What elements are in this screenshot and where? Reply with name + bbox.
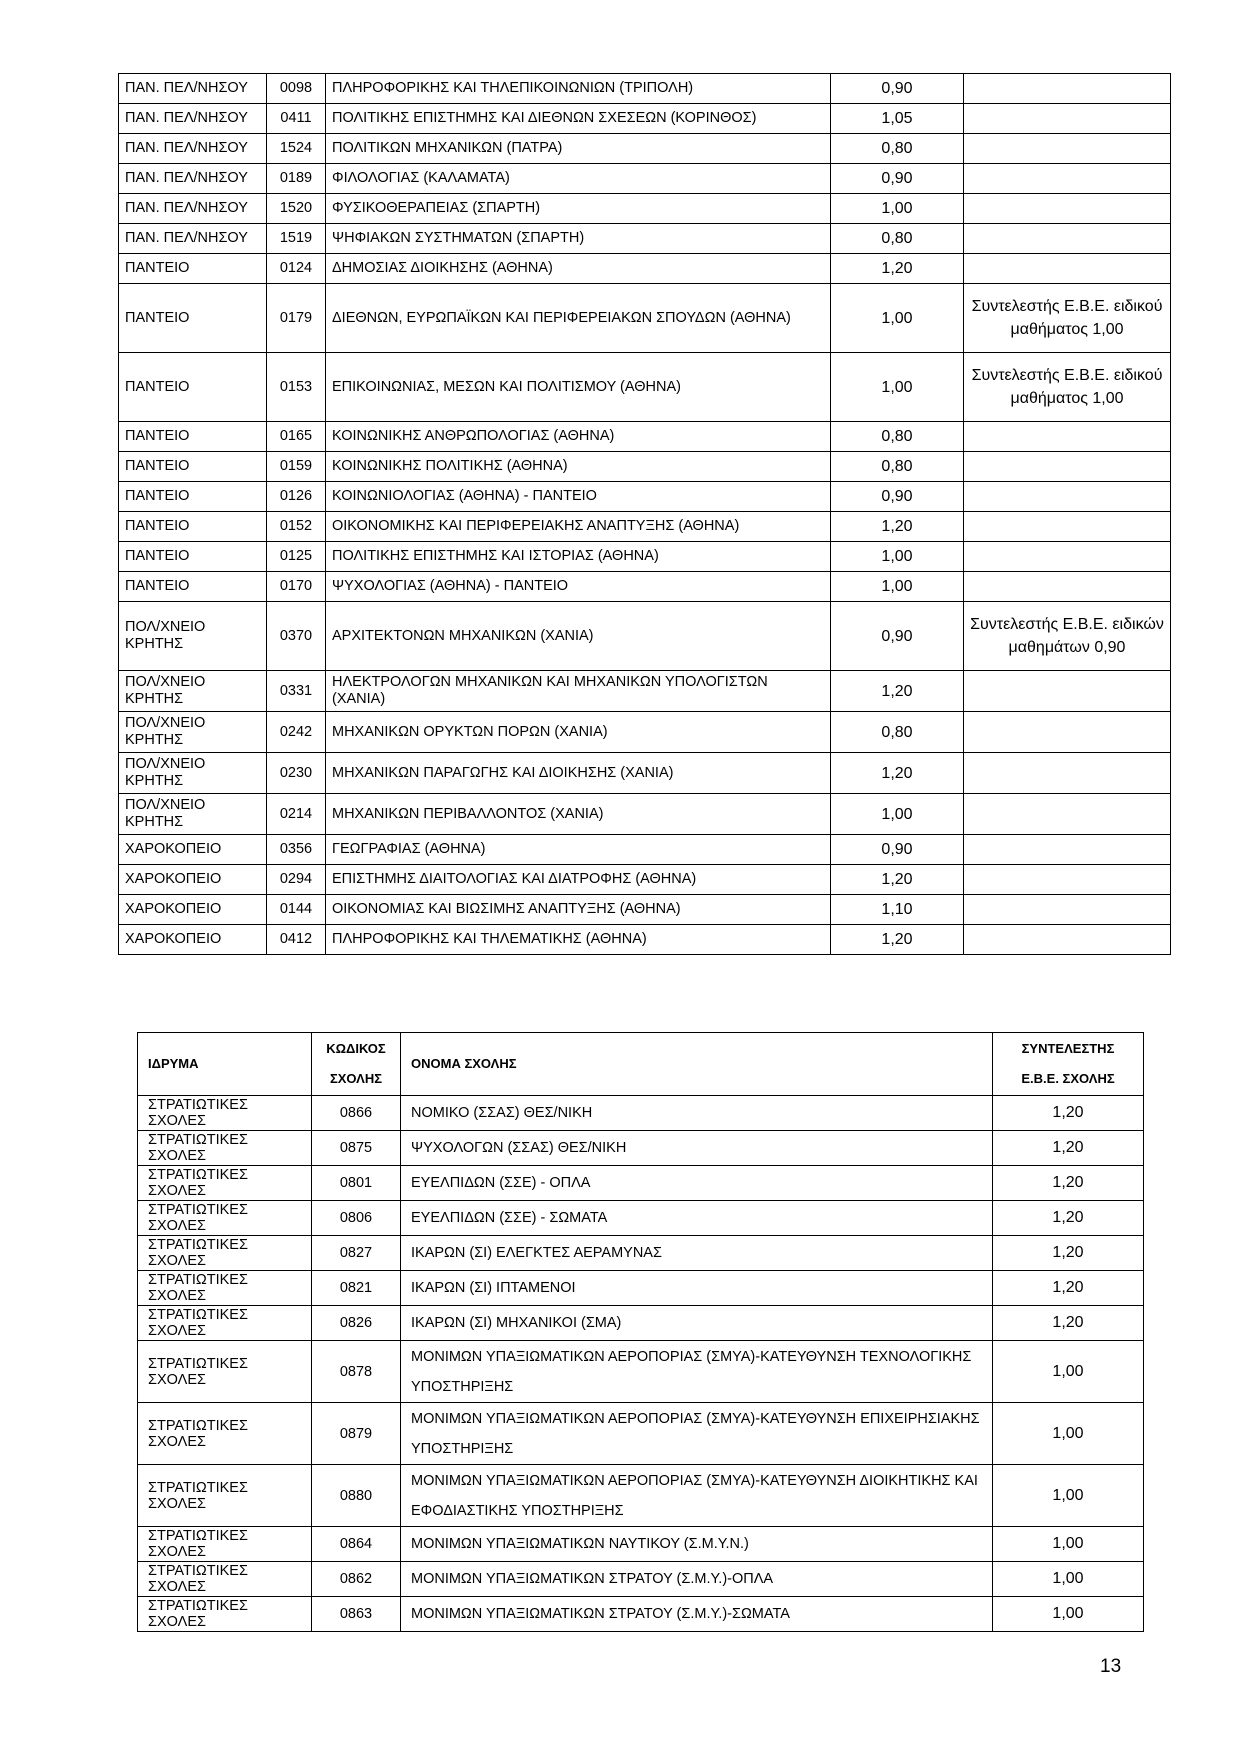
- table2-body: [138, 1096, 1144, 1632]
- table-row: [138, 1131, 1144, 1166]
- school-code-cell: 0153: [267, 353, 326, 422]
- table-row: [138, 1597, 1144, 1632]
- school-name-cell: ΚΟΙΝΩΝΙΚΗΣ ΑΝΘΡΩΠΟΛΟΓΙΑΣ (ΑΘΗΝΑ): [326, 422, 831, 452]
- school-code-cell: 0862: [312, 1562, 401, 1597]
- school-code-cell: 0189: [267, 164, 326, 194]
- institution-cell: ΣΤΡΑΤΙΩΤΙΚΕΣ ΣΧΟΛΕΣ: [138, 1271, 312, 1306]
- institution-cell: ΣΤΡΑΤΙΩΤΙΚΕΣ ΣΧΟΛΕΣ: [138, 1341, 312, 1403]
- institution-cell: ΠΑΝΤΕΙΟ: [119, 284, 267, 353]
- institution-cell: ΣΤΡΑΤΙΩΤΙΚΕΣ ΣΧΟΛΕΣ: [138, 1597, 312, 1632]
- school-name-cell: ΜΟΝΙΜΩΝ ΥΠΑΞΙΩΜΑΤΙΚΩΝ ΑΕΡΟΠΟΡΙΑΣ (ΣΜΥΑ)-ΚΑΤΕΥΘΥΝΣΗ ΤΕΧΝΟΛΟΓΙΚΗΣ ΥΠΟΣΤΗΡΙΞΗΣ: [401, 1341, 993, 1403]
- table-row: [119, 224, 1171, 254]
- school-name-cell: ΑΡΧΙΤΕΚΤΟΝΩΝ ΜΗΧΑΝΙΚΩΝ (ΧΑΝΙΑ): [326, 602, 831, 671]
- school-code-cell: 1524: [267, 134, 326, 164]
- institution-cell: ΠΑΝΤΕΙΟ: [119, 542, 267, 572]
- coefficient-cell: 1,05: [831, 104, 964, 134]
- note-cell: [964, 512, 1171, 542]
- school-name-cell: ΠΟΛΙΤΙΚΗΣ ΕΠΙΣΤΗΜΗΣ ΚΑΙ ΙΣΤΟΡΙΑΣ (ΑΘΗΝΑ): [326, 542, 831, 572]
- institution-cell: ΧΑΡΟΚΟΠΕΙΟ: [119, 835, 267, 865]
- school-code-cell: 0124: [267, 254, 326, 284]
- note-cell: [964, 925, 1171, 955]
- table-row: [138, 1341, 1144, 1403]
- school-code-cell: 1520: [267, 194, 326, 224]
- school-code-cell: 0863: [312, 1597, 401, 1632]
- school-code-cell: 0866: [312, 1096, 401, 1131]
- table-row: [138, 1096, 1144, 1131]
- institution-cell: ΠΑΝΤΕΙΟ: [119, 422, 267, 452]
- school-name-cell: ΕΠΙΚΟΙΝΩΝΙΑΣ, ΜΕΣΩΝ ΚΑΙ ΠΟΛΙΤΙΣΜΟΥ (ΑΘΗΝΑ): [326, 353, 831, 422]
- institution-cell: ΣΤΡΑΤΙΩΤΙΚΕΣ ΣΧΟΛΕΣ: [138, 1201, 312, 1236]
- coefficient-cell: 1,20: [993, 1131, 1144, 1166]
- school-name-cell: ΙΚΑΡΩΝ (ΣΙ) ΙΠΤΑΜΕΝΟΙ: [401, 1271, 993, 1306]
- school-name-cell: ΠΟΛΙΤΙΚΗΣ ΕΠΙΣΤΗΜΗΣ ΚΑΙ ΔΙΕΘΝΩΝ ΣΧΕΣΕΩΝ (ΚΟΡΙΝΘΟΣ): [326, 104, 831, 134]
- table-row: [119, 835, 1171, 865]
- note-cell: [964, 452, 1171, 482]
- table-row: [119, 794, 1171, 835]
- school-code-cell: 0356: [267, 835, 326, 865]
- table-row: [119, 74, 1171, 104]
- school-name-cell: ΜΟΝΙΜΩΝ ΥΠΑΞΙΩΜΑΤΙΚΩΝ ΣΤΡΑΤΟΥ (Σ.Μ.Υ.)-ΟΠΛΑ: [401, 1562, 993, 1597]
- school-code-cell: 0242: [267, 712, 326, 753]
- school-name-cell: ΦΥΣΙΚΟΘΕΡΑΠΕΙΑΣ (ΣΠΑΡΤΗ): [326, 194, 831, 224]
- table2-header: [138, 1033, 1144, 1096]
- note-cell: [964, 895, 1171, 925]
- coefficient-cell: 0,90: [831, 164, 964, 194]
- note-cell: [964, 572, 1171, 602]
- institution-cell: ΧΑΡΟΚΟΠΕΙΟ: [119, 895, 267, 925]
- school-name-cell: ΜΗΧΑΝΙΚΩΝ ΠΑΡΑΓΩΓΗΣ ΚΑΙ ΔΙΟΙΚΗΣΗΣ (ΧΑΝΙΑ): [326, 753, 831, 794]
- coefficient-cell: 1,20: [831, 671, 964, 712]
- coefficient-cell: 1,00: [831, 542, 964, 572]
- coefficient-cell: 1,20: [993, 1306, 1144, 1341]
- school-name-cell: ΟΙΚΟΝΟΜΙΚΗΣ ΚΑΙ ΠΕΡΙΦΕΡΕΙΑΚΗΣ ΑΝΑΠΤΥΞΗΣ (ΑΘΗΝΑ): [326, 512, 831, 542]
- coefficient-cell: 1,00: [831, 284, 964, 353]
- note-cell: [964, 753, 1171, 794]
- military-schools-table: [137, 1032, 1144, 1632]
- coefficient-cell: 0,80: [831, 452, 964, 482]
- coefficient-cell: 0,90: [831, 602, 964, 671]
- coefficient-cell: 1,00: [993, 1562, 1144, 1597]
- school-code-cell: 1519: [267, 224, 326, 254]
- table-row: [138, 1306, 1144, 1341]
- coefficient-cell: 1,20: [993, 1236, 1144, 1271]
- coefficient-cell: 1,00: [831, 353, 964, 422]
- school-name-cell: ΜΟΝΙΜΩΝ ΥΠΑΞΙΩΜΑΤΙΚΩΝ ΑΕΡΟΠΟΡΙΑΣ (ΣΜΥΑ)-ΚΑΤΕΥΘΥΝΣΗ ΔΙΟΙΚΗΤΙΚΗΣ ΚΑΙ ΕΦΟΔΙΑΣΤΙΚΗΣ ΥΠΟΣΤΗΡΙΞΗΣ: [401, 1465, 993, 1527]
- school-code-cell: 0179: [267, 284, 326, 353]
- institution-cell: ΧΑΡΟΚΟΠΕΙΟ: [119, 865, 267, 895]
- coefficient-cell: 1,20: [993, 1201, 1144, 1236]
- coefficient-cell: 0,80: [831, 134, 964, 164]
- institution-cell: ΠΟΛ/ΧΝΕΙΟ ΚΡΗΤΗΣ: [119, 794, 267, 835]
- school-code-cell: 0875: [312, 1131, 401, 1166]
- school-code-cell: 0125: [267, 542, 326, 572]
- table-row: [119, 134, 1171, 164]
- institution-cell: ΣΤΡΑΤΙΩΤΙΚΕΣ ΣΧΟΛΕΣ: [138, 1403, 312, 1465]
- table-row: [119, 671, 1171, 712]
- institution-cell: ΧΑΡΟΚΟΠΕΙΟ: [119, 925, 267, 955]
- table-row: [119, 925, 1171, 955]
- institution-cell: ΠΟΛ/ΧΝΕΙΟ ΚΡΗΤΗΣ: [119, 753, 267, 794]
- institution-cell: ΠΑΝΤΕΙΟ: [119, 254, 267, 284]
- table-row: [119, 254, 1171, 284]
- institution-cell: ΣΤΡΑΤΙΩΤΙΚΕΣ ΣΧΟΛΕΣ: [138, 1096, 312, 1131]
- table-row: [138, 1271, 1144, 1306]
- school-code-cell: 0126: [267, 482, 326, 512]
- school-name-cell: ΟΙΚΟΝΟΜΙΑΣ ΚΑΙ ΒΙΩΣΙΜΗΣ ΑΝΑΠΤΥΞΗΣ (ΑΘΗΝΑ): [326, 895, 831, 925]
- table-header-row: [138, 1033, 1144, 1096]
- header-school-code: [312, 1033, 401, 1096]
- school-code-cell: 0230: [267, 753, 326, 794]
- coefficient-cell: 0,90: [831, 74, 964, 104]
- school-code-cell: 0152: [267, 512, 326, 542]
- note-cell: [964, 224, 1171, 254]
- coefficient-cell: 1,00: [993, 1527, 1144, 1562]
- coefficient-cell: 1,20: [831, 925, 964, 955]
- coefficient-cell: 0,80: [831, 712, 964, 753]
- school-code-cell: 0165: [267, 422, 326, 452]
- coefficient-cell: 0,90: [831, 835, 964, 865]
- note-cell: [964, 482, 1171, 512]
- note-cell: [964, 865, 1171, 895]
- table-row: [119, 104, 1171, 134]
- school-name-cell: ΠΟΛΙΤΙΚΩΝ ΜΗΧΑΝΙΚΩΝ (ΠΑΤΡΑ): [326, 134, 831, 164]
- institution-cell: ΣΤΡΑΤΙΩΤΙΚΕΣ ΣΧΟΛΕΣ: [138, 1527, 312, 1562]
- table-row: [138, 1403, 1144, 1465]
- institution-cell: ΠΑΝΤΕΙΟ: [119, 512, 267, 542]
- coefficient-cell: 1,20: [993, 1166, 1144, 1201]
- school-name-cell: ΕΠΙΣΤΗΜΗΣ ΔΙΑΙΤΟΛΟΓΙΑΣ ΚΑΙ ΔΙΑΤΡΟΦΗΣ (ΑΘΗΝΑ): [326, 865, 831, 895]
- institution-cell: ΠΑΝΤΕΙΟ: [119, 572, 267, 602]
- note-cell: [964, 542, 1171, 572]
- school-code-cell: 0827: [312, 1236, 401, 1271]
- coefficient-cell: 1,00: [993, 1465, 1144, 1527]
- school-code-cell: 0098: [267, 74, 326, 104]
- school-code-cell: 0214: [267, 794, 326, 835]
- institution-cell: ΣΤΡΑΤΙΩΤΙΚΕΣ ΣΧΟΛΕΣ: [138, 1166, 312, 1201]
- school-name-cell: ΠΛΗΡΟΦΟΡΙΚΗΣ ΚΑΙ ΤΗΛΕΠΙΚΟΙΝΩΝΙΩΝ (ΤΡΙΠΟΛΗ): [326, 74, 831, 104]
- table1-body: [119, 74, 1171, 955]
- header-coefficient-line1: ΣΥΝΤΕΛΕΣΤΗΣ: [1021, 1041, 1115, 1056]
- school-name-cell: ΜΗΧΑΝΙΚΩΝ ΟΡΥΚΤΩΝ ΠΟΡΩΝ (ΧΑΝΙΑ): [326, 712, 831, 753]
- institution-cell: ΠΑΝ. ΠΕΛ/ΝΗΣΟΥ: [119, 74, 267, 104]
- note-cell: [964, 835, 1171, 865]
- school-name-cell: ΦΙΛΟΛΟΓΙΑΣ (ΚΑΛΑΜΑΤΑ): [326, 164, 831, 194]
- header-school-code-line2: ΣΧΟΛΗΣ: [329, 1071, 383, 1086]
- page-number: 13: [1100, 1656, 1122, 1677]
- header-coefficient: [993, 1033, 1144, 1096]
- coefficient-cell: 0,90: [831, 482, 964, 512]
- school-code-cell: 0801: [312, 1166, 401, 1201]
- school-code-cell: 0878: [312, 1341, 401, 1403]
- table-row: [119, 753, 1171, 794]
- school-name-cell: ΕΥΕΛΠΙΔΩΝ (ΣΣΕ) - ΣΩΜΑΤΑ: [401, 1201, 993, 1236]
- table-row: [119, 353, 1171, 422]
- school-name-cell: ΙΚΑΡΩΝ (ΣΙ) ΕΛΕΓΚΤΕΣ ΑΕΡΑΜΥΝΑΣ: [401, 1236, 993, 1271]
- coefficient-cell: 1,00: [993, 1403, 1144, 1465]
- school-code-cell: 0879: [312, 1403, 401, 1465]
- school-name-cell: ΠΛΗΡΟΦΟΡΙΚΗΣ ΚΑΙ ΤΗΛΕΜΑΤΙΚΗΣ (ΑΘΗΝΑ): [326, 925, 831, 955]
- note-cell: [964, 134, 1171, 164]
- note-cell: [964, 104, 1171, 134]
- institution-cell: ΠΑΝ. ΠΕΛ/ΝΗΣΟΥ: [119, 194, 267, 224]
- table-row: [138, 1527, 1144, 1562]
- school-code-cell: 0144: [267, 895, 326, 925]
- institution-cell: ΣΤΡΑΤΙΩΤΙΚΕΣ ΣΧΟΛΕΣ: [138, 1236, 312, 1271]
- school-name-cell: ΨΗΦΙΑΚΩΝ ΣΥΣΤΗΜΑΤΩΝ (ΣΠΑΡΤΗ): [326, 224, 831, 254]
- school-name-cell: ΝΟΜΙΚΟ (ΣΣΑΣ) ΘΕΣ/ΝΙΚΗ: [401, 1096, 993, 1131]
- institution-cell: ΣΤΡΑΤΙΩΤΙΚΕΣ ΣΧΟΛΕΣ: [138, 1131, 312, 1166]
- school-code-cell: 0370: [267, 602, 326, 671]
- school-name-cell: ΗΛΕΚΤΡΟΛΟΓΩΝ ΜΗΧΑΝΙΚΩΝ ΚΑΙ ΜΗΧΑΝΙΚΩΝ ΥΠΟΛΟΓΙΣΤΩΝ (ΧΑΝΙΑ): [326, 671, 831, 712]
- coefficient-cell: 1,20: [831, 865, 964, 895]
- table-row: [138, 1166, 1144, 1201]
- header-school-code-line1: ΚΩΔΙΚΟΣ: [326, 1041, 386, 1056]
- note-cell: [964, 422, 1171, 452]
- coefficient-cell: 0,80: [831, 224, 964, 254]
- table-row: [119, 542, 1171, 572]
- institution-cell: ΠΑΝ. ΠΕΛ/ΝΗΣΟΥ: [119, 104, 267, 134]
- school-name-cell: ΕΥΕΛΠΙΔΩΝ (ΣΣΕ) - ΟΠΛΑ: [401, 1166, 993, 1201]
- school-name-cell: ΨΥΧΟΛΟΓΩΝ (ΣΣΑΣ) ΘΕΣ/ΝΙΚΗ: [401, 1131, 993, 1166]
- school-name-cell: ΜΟΝΙΜΩΝ ΥΠΑΞΙΩΜΑΤΙΚΩΝ ΑΕΡΟΠΟΡΙΑΣ (ΣΜΥΑ)-ΚΑΤΕΥΘΥΝΣΗ ΕΠΙΧΕΙΡΗΣΙΑΚΗΣ ΥΠΟΣΤΗΡΙΞΗΣ: [401, 1403, 993, 1465]
- school-code-cell: 0826: [312, 1306, 401, 1341]
- institution-cell: ΣΤΡΑΤΙΩΤΙΚΕΣ ΣΧΟΛΕΣ: [138, 1562, 312, 1597]
- coefficient-cell: 1,20: [831, 254, 964, 284]
- header-school-name: ΟΝΟΜΑ ΣΧΟΛΗΣ: [401, 1033, 993, 1096]
- header-coefficient-line2: Ε.Β.Ε. ΣΧΟΛΗΣ: [1021, 1071, 1115, 1086]
- header-institution: ΙΔΡΥΜΑ: [138, 1033, 312, 1096]
- note-cell: [964, 712, 1171, 753]
- institution-cell: ΠΟΛ/ΧΝΕΙΟ ΚΡΗΤΗΣ: [119, 712, 267, 753]
- coefficient-cell: 0,80: [831, 422, 964, 452]
- school-name-cell: ΜΟΝΙΜΩΝ ΥΠΑΞΙΩΜΑΤΙΚΩΝ ΝΑΥΤΙΚΟΥ (Σ.Μ.Υ.Ν.): [401, 1527, 993, 1562]
- note-cell: [964, 74, 1171, 104]
- note-cell: [964, 794, 1171, 835]
- note-cell: [964, 194, 1171, 224]
- institution-cell: ΠΑΝ. ΠΕΛ/ΝΗΣΟΥ: [119, 134, 267, 164]
- coefficient-cell: 1,00: [831, 794, 964, 835]
- institution-cell: ΠΑΝ. ΠΕΛ/ΝΗΣΟΥ: [119, 224, 267, 254]
- coefficient-cell: 1,20: [993, 1096, 1144, 1131]
- coefficient-cell: 1,20: [831, 512, 964, 542]
- school-name-cell: ΜΗΧΑΝΙΚΩΝ ΠΕΡΙΒΑΛΛΟΝΤΟΣ (ΧΑΝΙΑ): [326, 794, 831, 835]
- school-name-cell: ΓΕΩΓΡΑΦΙΑΣ (ΑΘΗΝΑ): [326, 835, 831, 865]
- institution-cell: ΠΑΝΤΕΙΟ: [119, 353, 267, 422]
- note-cell: [964, 164, 1171, 194]
- coefficient-cell: 1,20: [993, 1271, 1144, 1306]
- school-code-cell: 0411: [267, 104, 326, 134]
- table-row: [119, 164, 1171, 194]
- school-name-cell: ΨΥΧΟΛΟΓΙΑΣ (ΑΘΗΝΑ) - ΠΑΝΤΕΙΟ: [326, 572, 831, 602]
- note-cell: [964, 671, 1171, 712]
- note-cell: [964, 254, 1171, 284]
- coefficient-cell: 1,00: [993, 1597, 1144, 1632]
- table-row: [119, 482, 1171, 512]
- school-code-cell: 0821: [312, 1271, 401, 1306]
- coefficient-cell: 1,10: [831, 895, 964, 925]
- school-name-cell: ΔΗΜΟΣΙΑΣ ΔΙΟΙΚΗΣΗΣ (ΑΘΗΝΑ): [326, 254, 831, 284]
- school-name-cell: ΜΟΝΙΜΩΝ ΥΠΑΞΙΩΜΑΤΙΚΩΝ ΣΤΡΑΤΟΥ (Σ.Μ.Υ.)-ΣΩΜΑΤΑ: [401, 1597, 993, 1632]
- note-cell: Συντελεστής Ε.Β.Ε. ειδικών μαθημάτων 0,90: [964, 602, 1171, 671]
- institution-cell: ΠΑΝΤΕΙΟ: [119, 452, 267, 482]
- table-row: [138, 1201, 1144, 1236]
- school-name-cell: ΚΟΙΝΩΝΙΟΛΟΓΙΑΣ (ΑΘΗΝΑ) - ΠΑΝΤΕΙΟ: [326, 482, 831, 512]
- table-row: [119, 865, 1171, 895]
- institution-cell: ΣΤΡΑΤΙΩΤΙΚΕΣ ΣΧΟΛΕΣ: [138, 1306, 312, 1341]
- institution-cell: ΠΟΛ/ΧΝΕΙΟ ΚΡΗΤΗΣ: [119, 671, 267, 712]
- university-coefficients-table: [118, 73, 1171, 955]
- coefficient-cell: 1,00: [831, 572, 964, 602]
- table-row: [119, 895, 1171, 925]
- table-row: [138, 1236, 1144, 1271]
- table-row: [119, 452, 1171, 482]
- institution-cell: ΣΤΡΑΤΙΩΤΙΚΕΣ ΣΧΟΛΕΣ: [138, 1465, 312, 1527]
- institution-cell: ΠΑΝ. ΠΕΛ/ΝΗΣΟΥ: [119, 164, 267, 194]
- table-row: [119, 512, 1171, 542]
- school-code-cell: 0412: [267, 925, 326, 955]
- school-code-cell: 0170: [267, 572, 326, 602]
- school-code-cell: 0331: [267, 671, 326, 712]
- coefficient-cell: 1,00: [831, 194, 964, 224]
- table-row: [119, 284, 1171, 353]
- institution-cell: ΠΑΝΤΕΙΟ: [119, 482, 267, 512]
- table-row: [138, 1562, 1144, 1597]
- table-row: [119, 712, 1171, 753]
- note-cell: Συντελεστής Ε.Β.Ε. ειδικού μαθήματος 1,00: [964, 284, 1171, 353]
- school-code-cell: 0294: [267, 865, 326, 895]
- table-row: [119, 422, 1171, 452]
- table-row: [119, 602, 1171, 671]
- school-code-cell: 0864: [312, 1527, 401, 1562]
- school-name-cell: ΔΙΕΘΝΩΝ, ΕΥΡΩΠΑΪΚΩΝ ΚΑΙ ΠΕΡΙΦΕΡΕΙΑΚΩΝ ΣΠΟΥΔΩΝ (ΑΘΗΝΑ): [326, 284, 831, 353]
- school-code-cell: 0806: [312, 1201, 401, 1236]
- coefficient-cell: 1,20: [831, 753, 964, 794]
- table-row: [119, 572, 1171, 602]
- institution-cell: ΠΟΛ/ΧΝΕΙΟ ΚΡΗΤΗΣ: [119, 602, 267, 671]
- note-cell: Συντελεστής Ε.Β.Ε. ειδικού μαθήματος 1,00: [964, 353, 1171, 422]
- table-row: [138, 1465, 1144, 1527]
- school-code-cell: 0880: [312, 1465, 401, 1527]
- school-name-cell: ΚΟΙΝΩΝΙΚΗΣ ΠΟΛΙΤΙΚΗΣ (ΑΘΗΝΑ): [326, 452, 831, 482]
- coefficient-cell: 1,00: [993, 1341, 1144, 1403]
- school-code-cell: 0159: [267, 452, 326, 482]
- school-name-cell: ΙΚΑΡΩΝ (ΣΙ) ΜΗΧΑΝΙΚΟΙ (ΣΜΑ): [401, 1306, 993, 1341]
- table-row: [119, 194, 1171, 224]
